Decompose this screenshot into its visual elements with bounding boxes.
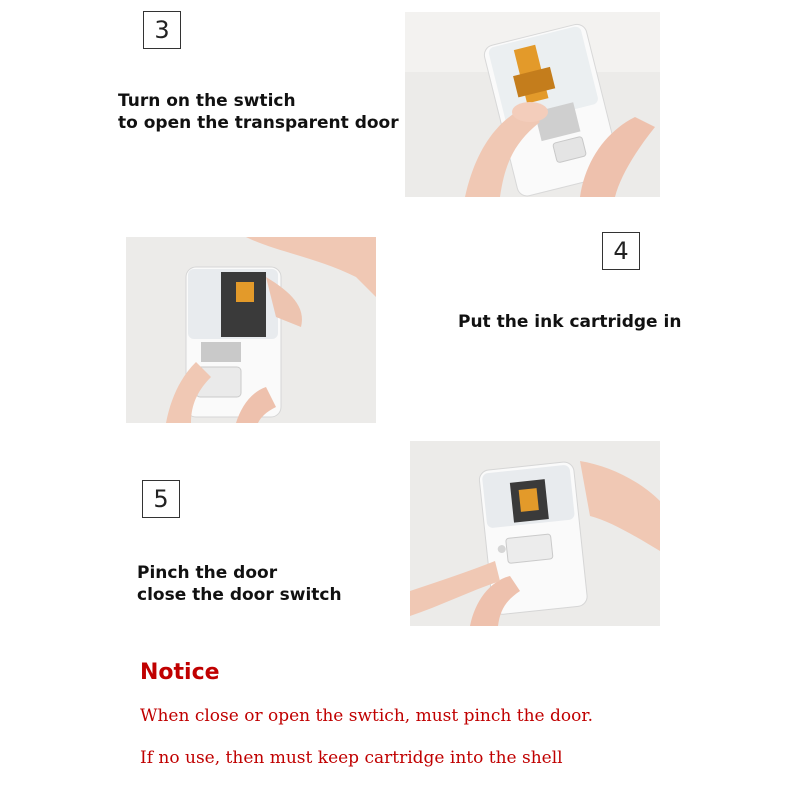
step-5-photo: [410, 441, 660, 626]
step-3-caption-line-1: Turn on the swtich: [118, 91, 296, 111]
step-4-photo: [126, 237, 376, 423]
step-4-number: 4: [602, 232, 640, 270]
step-3-caption: [118, 90, 399, 134]
step-5-caption-line-1: Pinch the door: [137, 563, 278, 583]
step-5-caption-line-2: close the door switch: [137, 585, 342, 605]
step-5-caption: [137, 562, 342, 606]
step-4-caption: [458, 311, 681, 333]
step-3-photo: [405, 12, 660, 197]
step-4-caption-line-1: Put the ink cartridge in: [458, 312, 682, 332]
notice-title: Notice: [140, 660, 220, 685]
notice-line-1: When close or open the swtich, must pinch the door.: [140, 706, 594, 726]
step-3-number: 3: [143, 11, 181, 49]
notice-line-2: If no use, then must keep cartridge into the shell: [140, 748, 563, 768]
step-3-caption-line-2: to open the transparent door: [118, 113, 399, 133]
step-5-number: 5: [142, 480, 180, 518]
